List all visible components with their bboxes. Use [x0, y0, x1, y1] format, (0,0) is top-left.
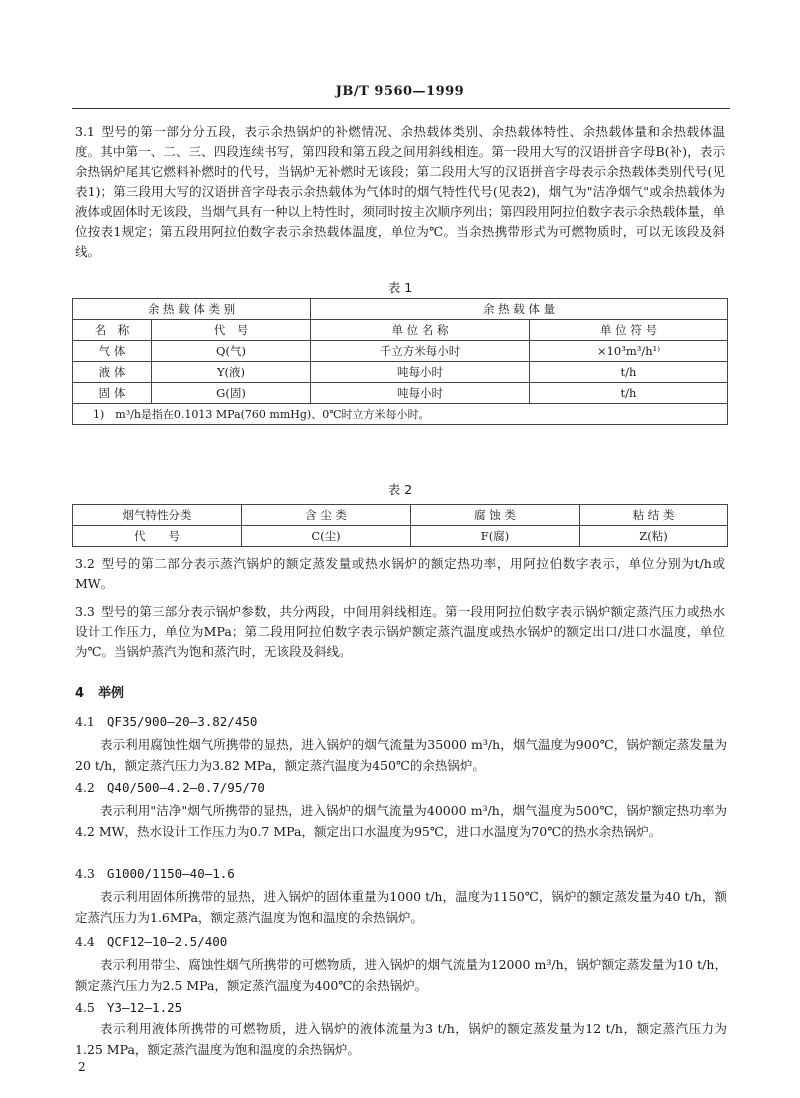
- example-title: 4.3 G1000/1150—40—1.6: [75, 866, 235, 881]
- table1-cell: t/h: [530, 362, 728, 383]
- table2-cell: C(尘): [242, 526, 411, 547]
- table2-header: 含 尘 类: [242, 505, 411, 526]
- table1-col-header: 代 号: [152, 320, 311, 341]
- example-title: 4.1 QF35/900—20—3.82/450: [75, 714, 258, 729]
- table1-cell: 吨每小时: [311, 383, 530, 404]
- section-4-heading: [75, 682, 124, 701]
- table1-footnote: 1) m³/h是指在0.1013 MPa(760 mmHg)、0℃时立方米每小时。: [73, 404, 728, 425]
- table2-header: 烟气特性分类: [73, 505, 242, 526]
- table-row: [73, 526, 728, 547]
- section-3-3: [75, 602, 725, 662]
- table1-cell: 固 体: [73, 383, 152, 404]
- model-code: QCF12—10—2.5/400: [106, 934, 228, 949]
- table2-cell: Z(粘): [580, 526, 728, 547]
- model-code: G1000/1150—40—1.6: [106, 866, 235, 881]
- example-title: 4.2 Q40/500—4.2—0.7/95/70: [75, 780, 265, 795]
- table1-col-header: 名 称: [73, 320, 152, 341]
- table2-caption: 表 2: [387, 482, 413, 497]
- table1-cell: Q(气): [152, 341, 311, 362]
- section-text: 型号的第二部分表示蒸汽锅炉的额定蒸发量或热水锅炉的额定热功率，用阿拉伯数字表示，单位分别为t/h或MW。: [75, 556, 725, 591]
- table1-cell: ×10³m³/h¹⁾: [530, 341, 728, 362]
- example-body: 表示利用"洁净"烟气所携带的显热，进入锅炉的烟气流量为40000 m³/h，烟气温度为500℃，锅炉额定热功率为4.2 MW，热水设计工作压力为0.7 MPa，额定出口水温度为95℃，进口水温度为70℃的热水余热锅炉。: [75, 803, 727, 839]
- table1-cell: 吨每小时: [311, 362, 530, 383]
- page-header: JB/T 9560—1999: [335, 84, 465, 99]
- header-rule: [72, 108, 730, 109]
- example-title: 4.5 Y3—12—1.25: [75, 1000, 183, 1015]
- table1-col-header: 单 位 名 称: [311, 320, 530, 341]
- table2-header: 腐 蚀 类: [411, 505, 580, 526]
- table-row: [73, 383, 728, 404]
- table1-cell: 千立方米每小时: [311, 341, 530, 362]
- example-body: 表示利用液体所携带的可燃物质，进入锅炉的液体流量为3 t/h，锅炉的额定蒸发量为12 t/h，额定蒸汽压力为1.25 MPa，额定蒸汽温度为饱和温度的余热锅炉。: [75, 1021, 727, 1057]
- table1-cell: t/h: [530, 383, 728, 404]
- section-number: 4: [75, 686, 85, 701]
- table-2: [72, 504, 728, 547]
- section-number: 3.1: [75, 124, 95, 139]
- table1-col-header: 单 位 符 号: [530, 320, 728, 341]
- example-body: 表示利用腐蚀性烟气所携带的显热，进入锅炉的烟气流量为35000 m³/h，烟气温度为900℃，锅炉额定蒸发量为20 t/h，额定蒸汽压力为3.82 MPa，额定蒸汽温度为450℃的余热锅炉。: [75, 737, 727, 773]
- table1-group-header: 余 热 载 体 量: [311, 299, 728, 320]
- example-title: 4.4 QCF12—10—2.5/400: [75, 934, 228, 949]
- table1-caption: 表 1: [387, 280, 413, 295]
- model-code: Y3—12—1.25: [106, 1000, 183, 1015]
- table1-cell: 液 体: [73, 362, 152, 383]
- table1-cell: 气 体: [73, 341, 152, 362]
- example-body: 表示利用带尘、腐蚀性烟气所携带的可燃物质，进入锅炉的烟气流量为12000 m³/h，锅炉额定蒸发量为10 t/h，额定蒸汽压力为2.5 MPa，额定蒸汽温度为400℃的余热锅炉。: [75, 957, 727, 993]
- section-number: 3.2: [75, 556, 95, 571]
- table1-cell: Y(液): [152, 362, 311, 383]
- table1-group-header: 余 热 载 体 类 别: [73, 299, 311, 320]
- page-number: 2: [78, 1060, 86, 1074]
- section-3-1: [75, 122, 725, 262]
- section-title: 举例: [98, 686, 125, 701]
- section-3-2: [75, 554, 725, 594]
- section-text: 型号的第三部分表示锅炉参数，共分两段，中间用斜线相连。第一段用阿拉伯数字表示锅炉额定蒸汽压力或热水设计工作压力，单位为MPa；第二段用阿拉伯数字表示锅炉额定蒸汽温度或热水锅炉的额定出口/进口水温度，单位为℃。当锅炉蒸汽为饱和蒸汽时，无该段及斜线。: [75, 604, 725, 659]
- model-code: Q40/500—4.2—0.7/95/70: [106, 780, 265, 795]
- model-code: QF35/900—20—3.82/450: [106, 714, 258, 729]
- table-1: [72, 298, 728, 425]
- table2-cell: 代 号: [73, 526, 242, 547]
- table2-header: 粘 结 类: [580, 505, 728, 526]
- table2-cell: F(腐): [411, 526, 580, 547]
- section-text: 型号的第一部分分五段，表示余热锅炉的补燃情况、余热载体类别、余热载体特性、余热载体量和余热载体温度。其中第一、二、三、四段连续书写，第四段和第五段之间用斜线相连。第一段用大写的汉语拼音字母B(补)，表示余热锅炉尾其它燃料补燃时的代号，当锅炉无补燃时无该段；第二段用大写的汉语拼音字母表示余热载体类别代号(见表1)；第三段用大写的汉语拼音字母表示余热载体为气体时的烟气特性代号(见表2)，烟气为"洁净烟气"或余热载体为液体或固体时无该段，当烟气具有一种以上特性时，须同时按主次顺序列出；第四段用阿拉伯数字表示余热载体量，单位按表1规定；第五段用阿拉伯数字表示余热载体温度，单位为℃。当余热携带形式为可燃物质时，可以无该段及斜线。: [75, 124, 726, 259]
- table1-cell: G(固): [152, 383, 311, 404]
- table-row: [73, 362, 728, 383]
- example-body: 表示利用固体所携带的显热，进入锅炉的固体重量为1000 t/h，温度为1150℃，锅炉的额定蒸发量为40 t/h，额定蒸汽压力为1.6MPa，额定蒸汽温度为饱和温度的余热锅炉。: [75, 889, 727, 925]
- table-row: [73, 341, 728, 362]
- section-number: 3.3: [75, 604, 95, 619]
